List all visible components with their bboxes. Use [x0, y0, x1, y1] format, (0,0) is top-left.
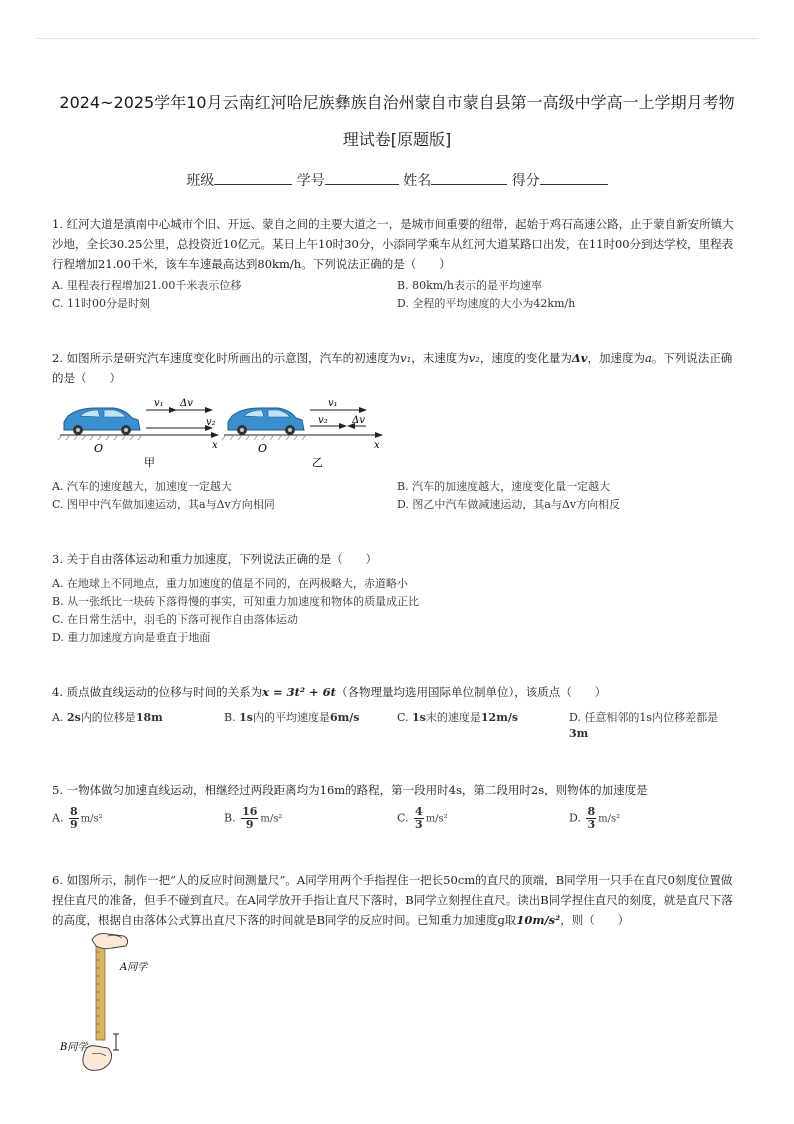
question-1-option-d[interactable]: D. 全程的平均速度的大小为42km/h — [397, 297, 576, 310]
question-2-option-c[interactable]: C. 图甲中汽车做加速运动，其a与Δv方向相同 — [52, 498, 275, 511]
question-1-option-a[interactable]: A. 里程表行程增加21.00千米表示位移 — [52, 279, 242, 292]
student-info-line — [0, 170, 794, 190]
page-subtitle: 理试卷[原题版] — [342, 130, 452, 149]
page-title: 2024~2025学年10月云南红河哈尼族彝族自治州蒙自市蒙自县第一高级中学高一上学期月考物 — [59, 93, 735, 112]
question-3-option-c[interactable]: C. 在日常生活中，羽毛的下落可视作自由落体运动 — [52, 613, 299, 626]
question-3-option-d[interactable]: D. 重力加速度方向是垂直于地面 — [52, 631, 211, 644]
figure-v2-label-left: v₂ — [206, 417, 216, 428]
field-class-blank[interactable] — [214, 170, 292, 185]
question-5-option-a[interactable]: A. $\frac{8}{9}$ m/s² — [52, 805, 103, 831]
figure-dv-label-right: Δv — [352, 415, 365, 426]
figure-dv-label-left: Δv — [180, 398, 193, 409]
field-name-label: 姓名 — [403, 173, 432, 189]
figure-label-jia: 甲 — [144, 456, 155, 469]
question-3-option-b[interactable]: B. 从一张纸比一块砖下落得慢的事实，可知重力加速度和物体的质量成正比 — [52, 595, 420, 608]
figure-origin-right: O — [258, 442, 268, 455]
fraction: $\frac{4}{3}$ — [415, 805, 423, 831]
field-id-blank[interactable] — [325, 170, 399, 185]
figure-v2-label-right: v₂ — [318, 415, 328, 426]
question-1-text: 1. 红河大道是滇南中心城市个旧、开远、蒙自之间的主要大道之一，是城市间重要的纽带，起始于鸡石高速公路，止于蒙自新安所镇大沙地，全长30.25公里，总投资近10亿元。某日上午10时30分，小添同学乘车从红河大道某路口出发，在11时00分到达学校，里程表行程增加21.00千米，该车车速最高达到80km/h。下列说法正确的是（ ） — [52, 217, 734, 271]
car-icon — [228, 408, 304, 435]
field-id-label: 学号 — [296, 173, 325, 189]
question-3-option-a[interactable]: A. 在地球上不同地点，重力加速度的值是不同的，在两极略大，赤道略小 — [52, 577, 408, 590]
field-score-blank[interactable] — [540, 170, 608, 185]
figure-panel-right — [222, 398, 382, 469]
question-4-option-d[interactable]: D. 任意相邻的1s内位移差都是 3m — [569, 711, 719, 740]
figure-panel-left — [58, 398, 218, 469]
question-2-figure — [56, 392, 386, 472]
question-6-text: 6. 如图所示，制作一把“人的反应时间测量尺”。A同学用两个手指捏住一把长50cm的直尺的顶端，B同学用一只手在直尺0刻度位置做捏住直尺的准备，但手不碰到直尺。在A同学放开手指让直尺下落时，B同学立刻捏住直尺。读出B同学捏住直尺的刻度，就是直尺下落的高度，根据自由落体公式算出直尺下落的时间就是B同学的反应时间。已知重力加速度g取10m/s²，则（ ） — [52, 873, 733, 927]
fraction: $\frac{8}{9}$ — [69, 805, 78, 831]
fraction: $\frac{16}{9}$ — [242, 805, 258, 831]
fraction: $\frac{8}{3}$ — [587, 805, 596, 831]
field-class-label: 班级 — [186, 173, 215, 189]
field-name-blank[interactable] — [431, 170, 507, 185]
figure-v1-label-right: v₁ — [328, 398, 338, 409]
question-5-option-b[interactable]: B. $\frac{16}{9}$ m/s² — [224, 805, 283, 831]
figure-axis-left: x — [212, 440, 218, 451]
question-4-option-c[interactable]: C. 1s末的速度是12m/s — [397, 711, 519, 724]
figure-axis-right: x — [374, 440, 380, 451]
car-icon — [64, 408, 140, 435]
question-4-text: 4. 质点做直线运动的位移与时间的关系为x = 3t² + 6t（各物理量均选用国际单位制单位），该质点（ ） — [52, 685, 607, 699]
question-5-option-c[interactable]: C. $\frac{4}{3}$ m/s² — [397, 805, 448, 831]
figure-v1-label-left: v₁ — [154, 398, 164, 409]
ruler — [96, 936, 105, 1040]
question-5-option-d[interactable]: D. $\frac{8}{3}$ m/s² — [569, 805, 621, 831]
question-2-option-b[interactable]: B. 汽车的加速度越大，速度变化量一定越大 — [397, 480, 611, 493]
question-2-text: 2. 如图所示是研究汽车速度变化时所画出的示意图，汽车的初速度为v₁，末速度为v₂，速度的变化量为Δv，加速度为a。下列说法正确的是（ ） — [52, 351, 733, 385]
top-divider — [36, 38, 758, 39]
figure-origin-left: O — [94, 442, 104, 455]
figure-label-yi: 乙 — [312, 456, 323, 469]
label-student-a: A同学 — [120, 962, 148, 973]
hand-a-icon — [92, 934, 128, 949]
question-5-text: 5. 一物体做匀加速直线运动，相继经过两段距离均为16m的路程，第一段用时4s，第二段用时2s，则物体的加速度是 — [52, 783, 648, 797]
question-3-text: 3. 关于自由落体运动和重力加速度，下列说法正确的是（ ） — [52, 552, 378, 566]
question-2-option-d[interactable]: D. 图乙中汽车做减速运动，其a与Δv方向相反 — [397, 498, 621, 511]
question-2-option-a[interactable]: A. 汽车的速度越大，加速度一定越大 — [52, 480, 232, 493]
question-1-option-c[interactable]: C. 11时00分是时刻 — [52, 297, 151, 310]
field-score-label: 得分 — [511, 173, 540, 189]
question-4-option-b[interactable]: B. 1s内的平均速度是6m/s — [224, 711, 360, 724]
label-student-b: B同学 — [60, 1042, 88, 1053]
question-6-figure — [56, 930, 166, 1080]
question-1-option-b[interactable]: B. 80km/h表示的是平均速率 — [397, 279, 542, 292]
question-4-option-a[interactable]: A. 2s内的位移是18m — [52, 711, 163, 724]
